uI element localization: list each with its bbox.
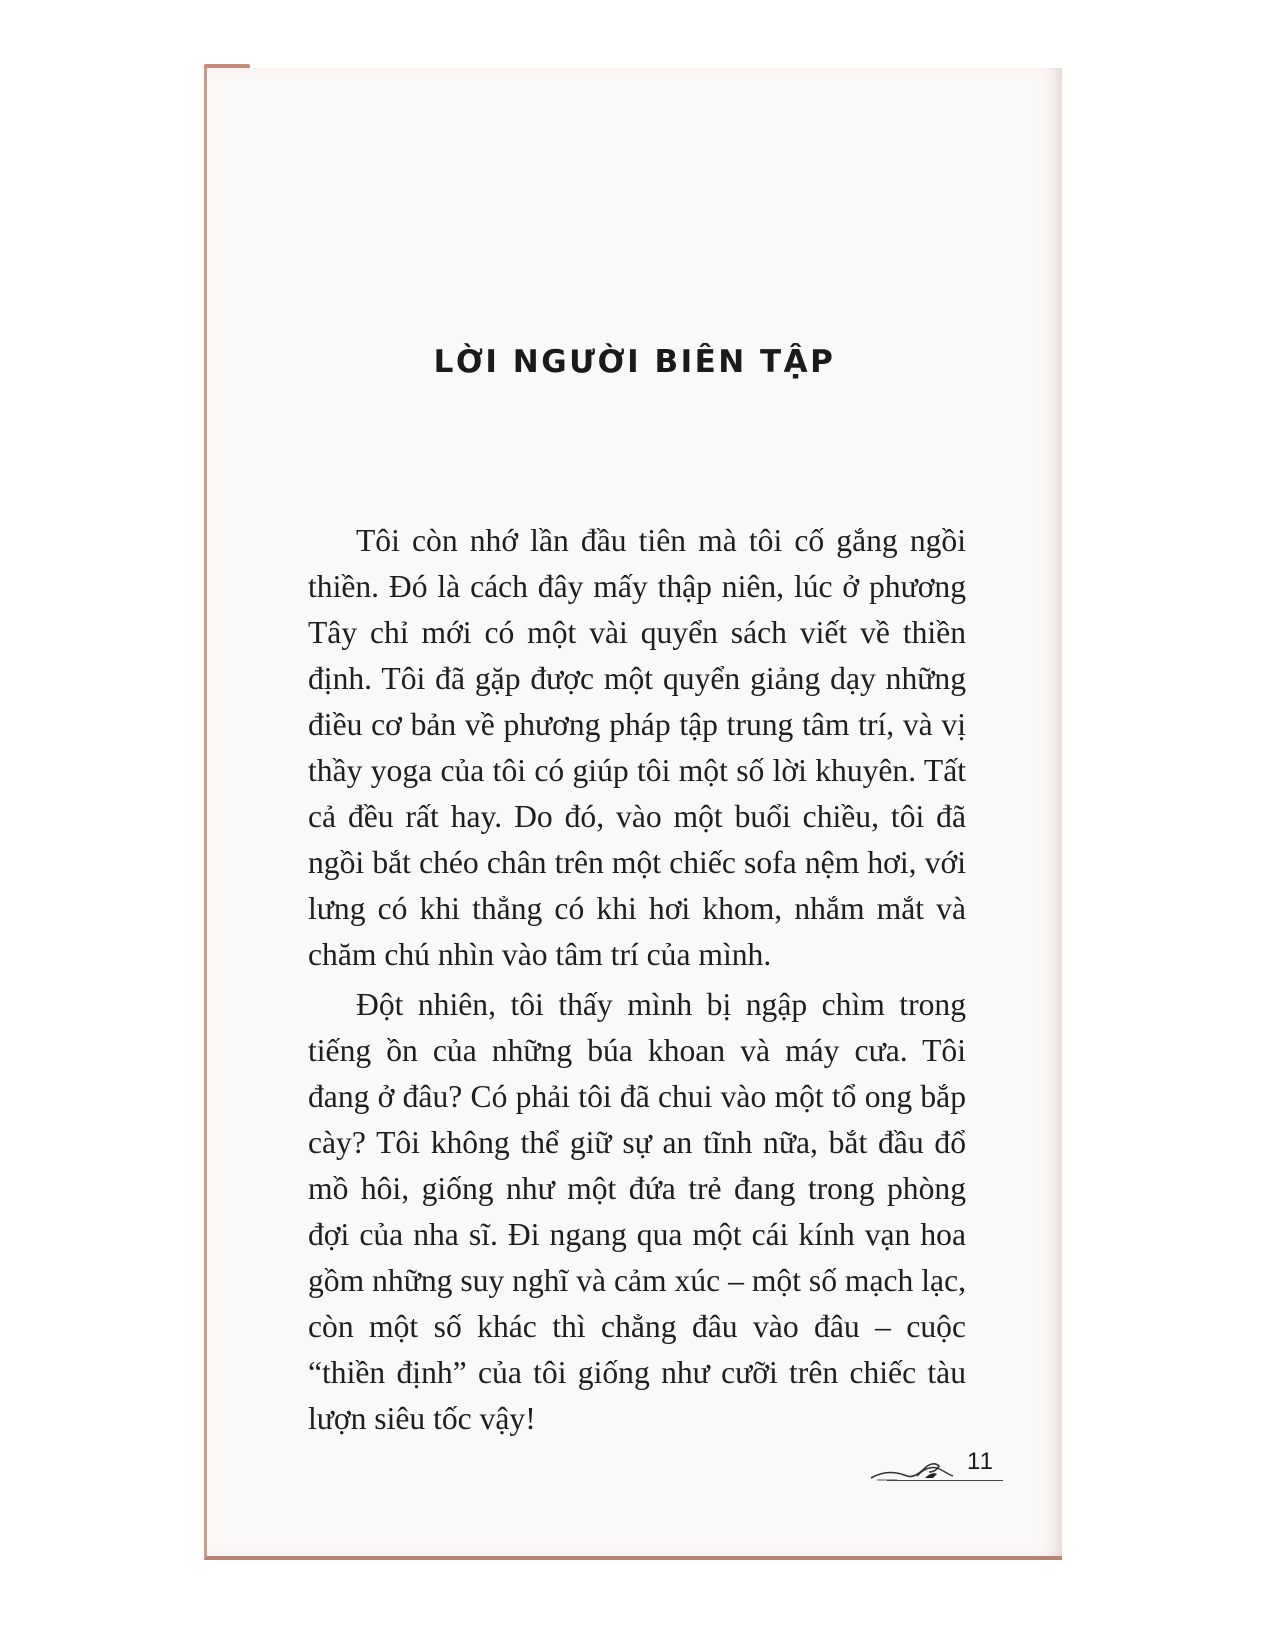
page-footer [867,1446,1007,1486]
body-text [308,518,966,1446]
footer-rule [887,1480,1003,1481]
book-page [204,68,1062,1560]
paragraph-2: Đột nhiên, tôi thấy mình bị ngập chìm trong tiếng ồn của những búa khoan và máy cưa. Tôi đang ở đâu? Có phải tôi đã chui vào một tổ ong bắp cày? Tôi không thể giữ sự an tĩnh nữa, bắt đầu đổ mồ hôi, giống như một đứa trẻ đang trong phòng đợi của nha sĩ. Đi ngang qua một cái kính vạn hoa gồm những suy nghĩ và cảm xúc – một số mạch lạc, còn một số khác thì chẳng đâu vào đâu – cuộc “thiền định” của tôi giống như cưỡi trên chiếc tàu lượn siêu tốc vậy! [308,987,966,1436]
ornament-icon [867,1448,963,1484]
page-heading: LỜI NGƯỜI BIÊN TẬP [433,344,836,380]
paragraph-1: Tôi còn nhớ lần đầu tiên mà tôi cố gắng ngồi thiền. Đó là cách đây mấy thập niên, lúc ở phương Tây chỉ mới có một vài quyển sách viết về thiền định. Tôi đã gặp được một quyển giảng dạy những điều cơ bản về phương pháp tập trung tâm trí, và vị thầy yoga của tôi có giúp tôi một số lời khuyên. Tất cả đều rất hay. Do đó, vào một buổi chiều, tôi đã ngồi bắt chéo chân trên một chiếc sofa nệm hơi, với lưng có khi thẳng có khi hơi khom, nhắm mắt và chăm chú nhìn vào tâm trí của mình. [308,523,966,972]
page-number: 11 [967,1448,994,1475]
